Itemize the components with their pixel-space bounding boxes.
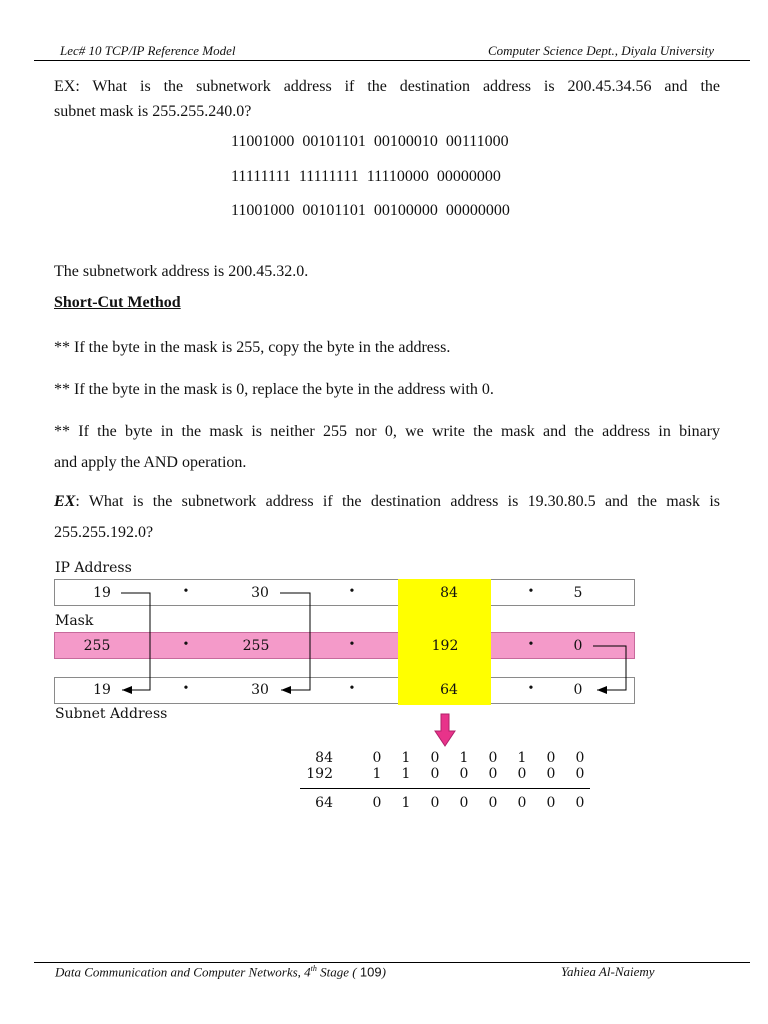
ip-byte-1: 19 <box>93 585 111 601</box>
and-result-bit: 0 <box>546 795 556 811</box>
footer-sup: th <box>310 964 317 973</box>
shortcut-rule-3-line2: and apply the AND operation. <box>54 454 247 471</box>
footer-close: ) <box>381 964 386 980</box>
and-bit: 0 <box>546 750 556 766</box>
separator-dot: • <box>349 637 355 652</box>
mask-byte-4: 0 <box>573 638 583 654</box>
separator-dot: • <box>349 584 355 599</box>
binary-row-address: 11001000 00101101 00100010 00111000 <box>231 133 509 150</box>
footer-stage: Stage ( <box>316 964 357 980</box>
and-bit: 1 <box>372 766 382 782</box>
mask-byte-1: 255 <box>83 638 111 654</box>
shortcut-rule-3-line1: ** If the byte in the mask is neither 255 nor 0, we write the mask and the address in binary <box>54 423 720 440</box>
separator-dot: • <box>528 681 534 696</box>
footer-course <box>55 964 386 980</box>
and-bit: 1 <box>459 750 469 766</box>
separator-dot: • <box>349 681 355 696</box>
and-row1-number: 84 <box>315 750 333 766</box>
and-result-bit: 0 <box>459 795 469 811</box>
binary-row-result: 11001000 00101101 00100000 00000000 <box>231 202 510 219</box>
separator-dot: • <box>183 681 189 696</box>
mask-label: Mask <box>55 613 94 629</box>
example2-question-line2: 255.255.192.0? <box>54 524 154 541</box>
shortcut-rule-1: ** If the byte in the mask is 255, copy the byte in the address. <box>54 339 451 356</box>
header-left: Lec# 10 TCP/IP Reference Model <box>60 43 236 58</box>
footer-author: Yahiea Al-Naiemy <box>561 964 655 979</box>
and-result-bit: 0 <box>488 795 498 811</box>
and-bit: 0 <box>372 750 382 766</box>
copy-arrow-byte2 <box>280 593 310 690</box>
and-bit: 0 <box>488 766 498 782</box>
example2-label: EX <box>54 493 76 510</box>
copy-arrow-byte1 <box>121 593 150 690</box>
and-bit: 1 <box>517 750 527 766</box>
and-row2-number: 192 <box>306 766 333 782</box>
subnet-address-label: Subnet Address <box>55 706 168 722</box>
example1-question-line1: EX: What is the subnetwork address if the destination address is 200.45.34.56 and the <box>54 78 720 95</box>
separator-dot: • <box>183 584 189 599</box>
and-bit: 0 <box>575 766 585 782</box>
header-right: Computer Science Dept., Diyala University <box>488 43 714 58</box>
ip-byte-4: 5 <box>573 585 583 601</box>
ip-byte-2: 30 <box>251 585 269 601</box>
mask-byte-2: 255 <box>242 638 270 654</box>
ip-byte-3: 84 <box>440 585 458 601</box>
page-number: 109 <box>359 964 382 980</box>
and-result-bit: 0 <box>430 795 440 811</box>
subnet-byte-2: 30 <box>251 682 269 698</box>
and-bit: 0 <box>459 766 469 782</box>
and-result-bit: 0 <box>575 795 585 811</box>
example1-answer: The subnetwork address is 200.45.32.0. <box>54 263 309 280</box>
subnet-byte-3: 64 <box>440 682 458 698</box>
subnet-byte-4: 0 <box>573 682 583 698</box>
and-result-number: 64 <box>315 795 333 811</box>
and-bit: 0 <box>517 766 527 782</box>
and-result-bit: 0 <box>372 795 382 811</box>
separator-dot: • <box>183 637 189 652</box>
and-result-rule <box>300 788 590 789</box>
footer-rule <box>34 962 750 963</box>
zero-arrow-byte4 <box>593 646 626 690</box>
mask-byte-3: 192 <box>431 638 459 654</box>
and-result-bit: 0 <box>517 795 527 811</box>
subnet-byte-1: 19 <box>93 682 111 698</box>
binary-row-mask: 11111111 11111111 11110000 00000000 <box>231 168 501 185</box>
example1-question-line2: subnet mask is 255.255.240.0? <box>54 103 252 120</box>
footer-course-text: Data Communication and Computer Networks, 4 <box>55 964 311 980</box>
and-bit: 0 <box>575 750 585 766</box>
and-bit: 0 <box>546 766 556 782</box>
and-bit: 1 <box>401 750 411 766</box>
separator-dot: • <box>528 637 534 652</box>
and-bit: 0 <box>488 750 498 766</box>
down-arrow-icon <box>434 713 456 747</box>
shortcut-title: Short-Cut Method <box>54 294 181 311</box>
and-bit: 0 <box>430 766 440 782</box>
shortcut-rule-2: ** If the byte in the mask is 0, replace the byte in the address with 0. <box>54 381 494 398</box>
and-result-bit: 1 <box>401 795 411 811</box>
example2-question-text: : What is the subnetwork address if the destination address is 19.30.80.5 and the mask is <box>75 493 720 510</box>
and-bit: 1 <box>401 766 411 782</box>
separator-dot: • <box>528 584 534 599</box>
ip-address-label: IP Address <box>55 560 132 576</box>
and-bit: 0 <box>430 750 440 766</box>
